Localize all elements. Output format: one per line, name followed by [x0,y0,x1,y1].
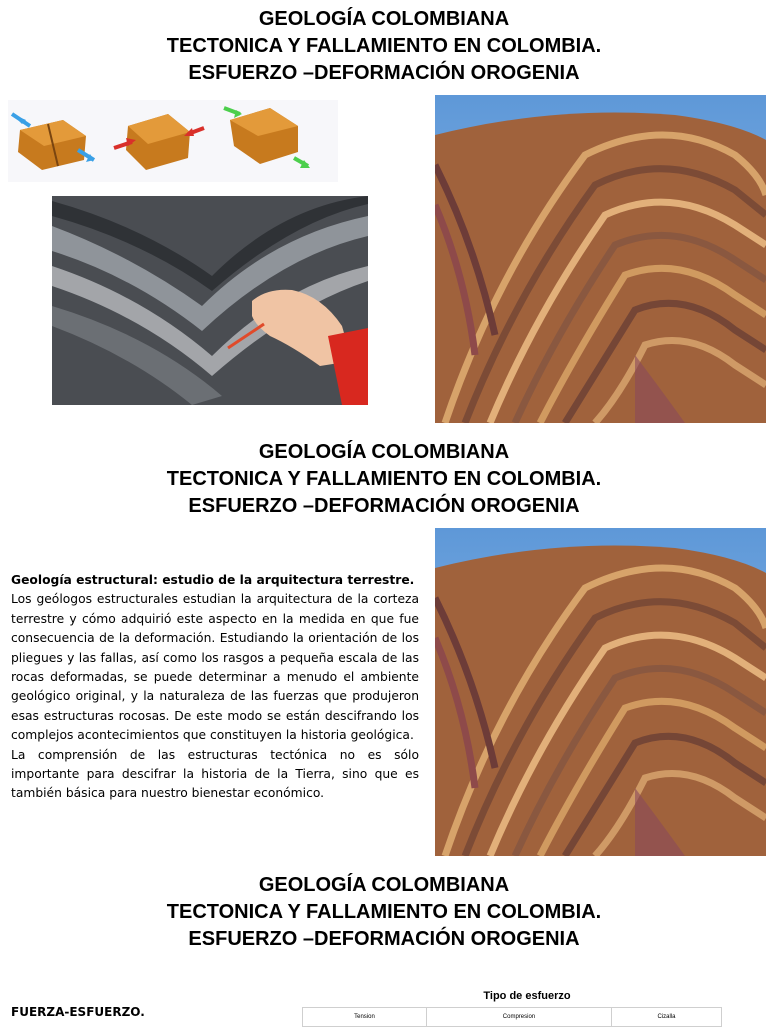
table-header-tension: Tension [303,1008,427,1027]
body-paragraph-1: Los geólogos estructurales estudian la arquitectura de la corteza terrestre y cómo adquirió este aspecto en la medida en que fue consecuencia de la deformación. Estudiando la orientación de los pliegues y las fallas, así como los rasgos a pequeña escala de las rocas deformadas, se puede determinar a menudo el ambiente geológico original, y la naturaleza de las fuerzas que produjeron esas estructuras rocosas. De este modo se están descifrando los complejos acontecimientos que constituyen la historia geológica. [11,592,419,743]
table-header-compresion: Compresion [426,1008,611,1027]
slide-1-title [0,6,768,87]
slide-3-title [0,872,768,953]
anticline-fold-photo-2 [435,528,766,856]
anticline-fold-photo [435,95,766,423]
title-line: GEOLOGÍA COLOMBIANA [258,8,510,30]
title-line: ESFUERZO –DEFORMACIÓN OROGENIA [188,928,580,950]
title-line: TECTONICA Y FALLAMIENTO EN COLOMBIA. [166,35,602,57]
title-line: ESFUERZO –DEFORMACIÓN OROGENIA [188,495,580,517]
title-line: GEOLOGÍA COLOMBIANA [258,441,510,463]
table-title: Tipo de esfuerzo [483,990,571,1002]
slide-2-title [0,439,768,520]
title-line: ESFUERZO –DEFORMACIÓN OROGENIA [188,62,580,84]
stress-table [302,1007,722,1027]
folded-rock-photo [52,196,368,405]
body-text [11,571,419,804]
stress-type-table [302,990,722,1030]
title-line: TECTONICA Y FALLAMIENTO EN COLOMBIA. [166,901,602,923]
body-paragraph-2: La comprensión de las estructuras tectónica no es sólo importante para descifrar la historia de la Tierra, sino que es también básica para nuestro bienestar económico. [11,747,419,801]
fuerza-esfuerzo-label: FUERZA-ESFUERZO. [11,1005,145,1019]
stress-blocks-diagram [8,100,338,182]
table-header-cizalla: Cizalla [612,1008,722,1027]
title-line: TECTONICA Y FALLAMIENTO EN COLOMBIA. [166,468,602,490]
body-heading: Geología estructural: estudio de la arquitectura terrestre. [11,573,415,587]
title-line: GEOLOGÍA COLOMBIANA [258,874,510,896]
